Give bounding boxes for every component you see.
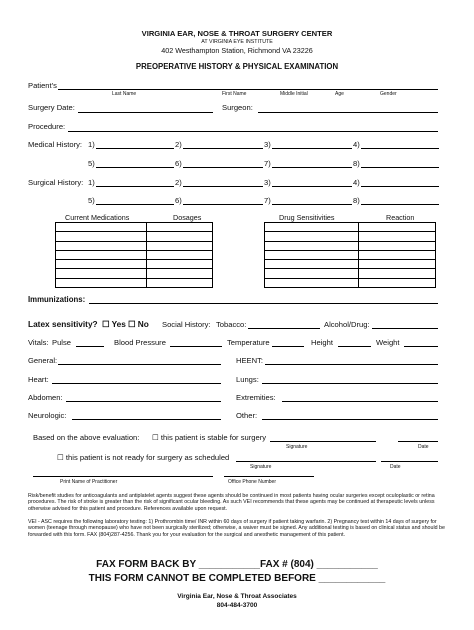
table-row: [265, 260, 436, 269]
med-hx-5-label: 5): [88, 159, 95, 168]
first-name-caption: First Name: [222, 91, 247, 97]
surgeon-field[interactable]: [258, 112, 438, 113]
date-caption: Date: [418, 444, 429, 450]
table-row: [265, 241, 436, 250]
fax-back-by: FAX FORM BACK BY ___________FAX # (804) ___________: [96, 559, 378, 570]
temperature-field[interactable]: [272, 346, 304, 347]
height-label: Height: [311, 338, 333, 347]
surg-hx-6-field[interactable]: [183, 204, 263, 205]
signature-caption: Signature: [286, 444, 308, 450]
med-hx-7-field[interactable]: [272, 167, 352, 168]
surgery-date-label: Surgery Date:: [28, 103, 75, 112]
table-row: [265, 269, 436, 278]
drug-sensitivities-header: Drug Sensitivities: [279, 213, 335, 222]
patient-label: Patient's: [28, 81, 57, 90]
office-phone-caption: Office Phone Number: [228, 479, 276, 485]
risk-note: Risk/benefit studies for anticoagulants and antiplatelet agents suggest these agents should be continued in most patients having ocular surgeries except oculoplastic or retina procedures. The risk of stroke is greater than the risk of significant ocular bleeding. As such VEI recommends that these agents may be continued at therapeutic levels unless otherwise advised for this patient and procedure. References available upon request.: [28, 493, 435, 512]
table-row: [265, 250, 436, 259]
med-hx-8-field[interactable]: [361, 167, 439, 168]
abdomen-label: Abdomen:: [28, 393, 63, 402]
dosages-header: Dosages: [173, 213, 202, 222]
stable-date-field[interactable]: [398, 441, 438, 442]
abdomen-field[interactable]: [66, 401, 221, 402]
reaction-header: Reaction: [386, 213, 415, 222]
lungs-label: Lungs:: [236, 375, 259, 384]
heent-label: HEENT:: [236, 356, 264, 365]
med-hx-2-field[interactable]: [183, 148, 263, 149]
surg-hx-1-label: 1): [88, 178, 95, 187]
table-row: [56, 260, 213, 269]
med-hx-6-label: 6): [175, 159, 182, 168]
tobacco-label: Tobacco:: [216, 320, 247, 329]
weight-label: Weight: [376, 338, 400, 347]
latex-no-checkbox[interactable]: ☐ No: [128, 319, 149, 329]
heart-label: Heart:: [28, 375, 49, 384]
med-hx-8-label: 8): [353, 159, 360, 168]
table-row: [56, 278, 213, 287]
height-field[interactable]: [338, 346, 371, 347]
table-row: [56, 250, 213, 259]
surg-hx-7-field[interactable]: [272, 204, 352, 205]
blood-pressure-field[interactable]: [170, 346, 222, 347]
stable-checkbox[interactable]: ☐ this patient is stable for surgery: [152, 433, 267, 442]
procedure-label: Procedure:: [28, 122, 66, 131]
footer-phone: 804-484-3700: [216, 602, 258, 609]
extremities-field[interactable]: [282, 401, 438, 402]
surg-hx-5-field[interactable]: [96, 204, 174, 205]
signature-caption-2: Signature: [250, 464, 272, 470]
vei-note: VEI - ASC requires the following laboratory testing: 1) Prothrombin time/ INR within 60 days of surgery if patient taking warfarin. 2) Pregnancy test within 14 days of surgery for women (teenage through menopause) who have not been surgically sterilized; otherwise, a waiver must be signed. Any additional testing is based on clinical status and should be forwarded with this form. FAX (804)287-4256. Thank you for your evaluation for the surgical and anesthetic management of this patient.: [28, 519, 445, 538]
print-name-caption: Print Name of Practitioner: [60, 479, 118, 485]
gender-caption: Gender: [380, 91, 397, 97]
pulse-label: Pulse: [52, 338, 71, 347]
alcohol-drug-label: Alcohol/Drug:: [324, 320, 370, 329]
weight-field[interactable]: [404, 346, 438, 347]
surg-hx-5-label: 5): [88, 196, 95, 205]
latex-yes-checkbox[interactable]: ☐ Yes: [102, 319, 126, 329]
other-field[interactable]: [262, 419, 438, 420]
med-hx-6-field[interactable]: [183, 167, 263, 168]
not-ready-checkbox[interactable]: ☐ this patient is not ready for surgery as scheduled: [57, 453, 230, 462]
table-row: [56, 232, 213, 241]
med-hx-3-label: 3): [264, 140, 271, 149]
surg-hx-1-field[interactable]: [96, 186, 174, 187]
med-hx-7-label: 7): [264, 159, 271, 168]
not-ready-date-field[interactable]: [381, 461, 438, 462]
vitals-label: Vitals:: [28, 338, 49, 347]
surg-hx-8-label: 8): [353, 196, 360, 205]
neurologic-label: Neurologic:: [28, 411, 67, 420]
middle-initial-caption: Middle Initial: [280, 91, 308, 97]
surg-hx-8-field[interactable]: [361, 204, 439, 205]
table-row: [56, 241, 213, 250]
date-caption-2: Date: [390, 464, 401, 470]
table-row: [265, 223, 436, 232]
neurologic-field[interactable]: [72, 419, 221, 420]
surg-hx-4-label: 4): [353, 178, 360, 187]
surg-hx-3-field[interactable]: [272, 186, 352, 187]
cannot-complete-before: THIS FORM CANNOT BE COMPLETED BEFORE ____________: [88, 573, 386, 584]
extremities-label: Extremities:: [236, 393, 276, 402]
temperature-label: Temperature: [227, 338, 270, 347]
medications-table[interactable]: [55, 222, 213, 288]
drug-sensitivities-table[interactable]: [264, 222, 436, 288]
last-name-caption: Last Name: [112, 91, 137, 97]
heart-field[interactable]: [52, 383, 221, 384]
office-phone-field[interactable]: [224, 476, 314, 477]
general-field[interactable]: [58, 364, 221, 365]
evaluation-label: Based on the above evaluation:: [33, 433, 140, 442]
heent-field[interactable]: [265, 364, 438, 365]
blood-pressure-label: Blood Pressure: [114, 338, 166, 347]
table-row: [56, 223, 213, 232]
table-row: [265, 232, 436, 241]
med-hx-5-field[interactable]: [96, 167, 174, 168]
immunizations-field[interactable]: [89, 303, 438, 304]
medical-history-label: Medical History:: [28, 140, 83, 149]
pulse-field[interactable]: [76, 346, 104, 347]
print-name-field[interactable]: [33, 476, 213, 477]
surgical-history-label: Surgical History:: [28, 178, 84, 187]
other-label: Other:: [236, 411, 258, 420]
surg-hx-7-label: 7): [264, 196, 271, 205]
patient-name-line[interactable]: [58, 89, 438, 90]
org-address: 402 Westhampton Station, Richmond VA 23226: [161, 46, 313, 55]
org-subtitle: AT VIRGINIA EYE INSTITUTE: [201, 39, 273, 45]
med-hx-3-field[interactable]: [272, 148, 352, 149]
footer-org: Virginia Ear, Nose & Throat Associates: [177, 593, 297, 600]
med-hx-2-label: 2): [175, 140, 182, 149]
procedure-field[interactable]: [68, 131, 438, 132]
surg-hx-4-field[interactable]: [361, 186, 439, 187]
latex-label: Latex sensitivity?: [28, 319, 98, 329]
general-label: General:: [28, 356, 58, 365]
med-hx-4-field[interactable]: [361, 148, 439, 149]
table-row: [56, 269, 213, 278]
immunizations-label: Immunizations:: [28, 295, 86, 304]
stable-signature-field[interactable]: [270, 441, 376, 442]
table-row: [265, 278, 436, 287]
tobacco-field[interactable]: [248, 328, 320, 329]
social-history-label: Social History:: [162, 320, 211, 329]
surg-hx-2-label: 2): [175, 178, 182, 187]
surg-hx-6-label: 6): [175, 196, 182, 205]
form-title: PREOPERATIVE HISTORY & PHYSICAL EXAMINATION: [135, 62, 339, 71]
med-hx-1-field[interactable]: [96, 148, 174, 149]
med-hx-4-label: 4): [353, 140, 360, 149]
surgery-date-field[interactable]: [78, 112, 213, 113]
current-medications-header: Current Medications: [65, 213, 130, 222]
lungs-field[interactable]: [262, 383, 438, 384]
org-name: VIRGINIA EAR, NOSE & THROAT SURGERY CENTER: [141, 29, 333, 38]
surg-hx-3-label: 3): [264, 178, 271, 187]
surgeon-label: Surgeon:: [222, 103, 253, 112]
alcohol-drug-field[interactable]: [372, 328, 438, 329]
med-hx-1-label: 1): [88, 140, 95, 149]
age-caption: Age: [335, 91, 344, 97]
not-ready-signature-field[interactable]: [236, 461, 376, 462]
surg-hx-2-field[interactable]: [183, 186, 263, 187]
